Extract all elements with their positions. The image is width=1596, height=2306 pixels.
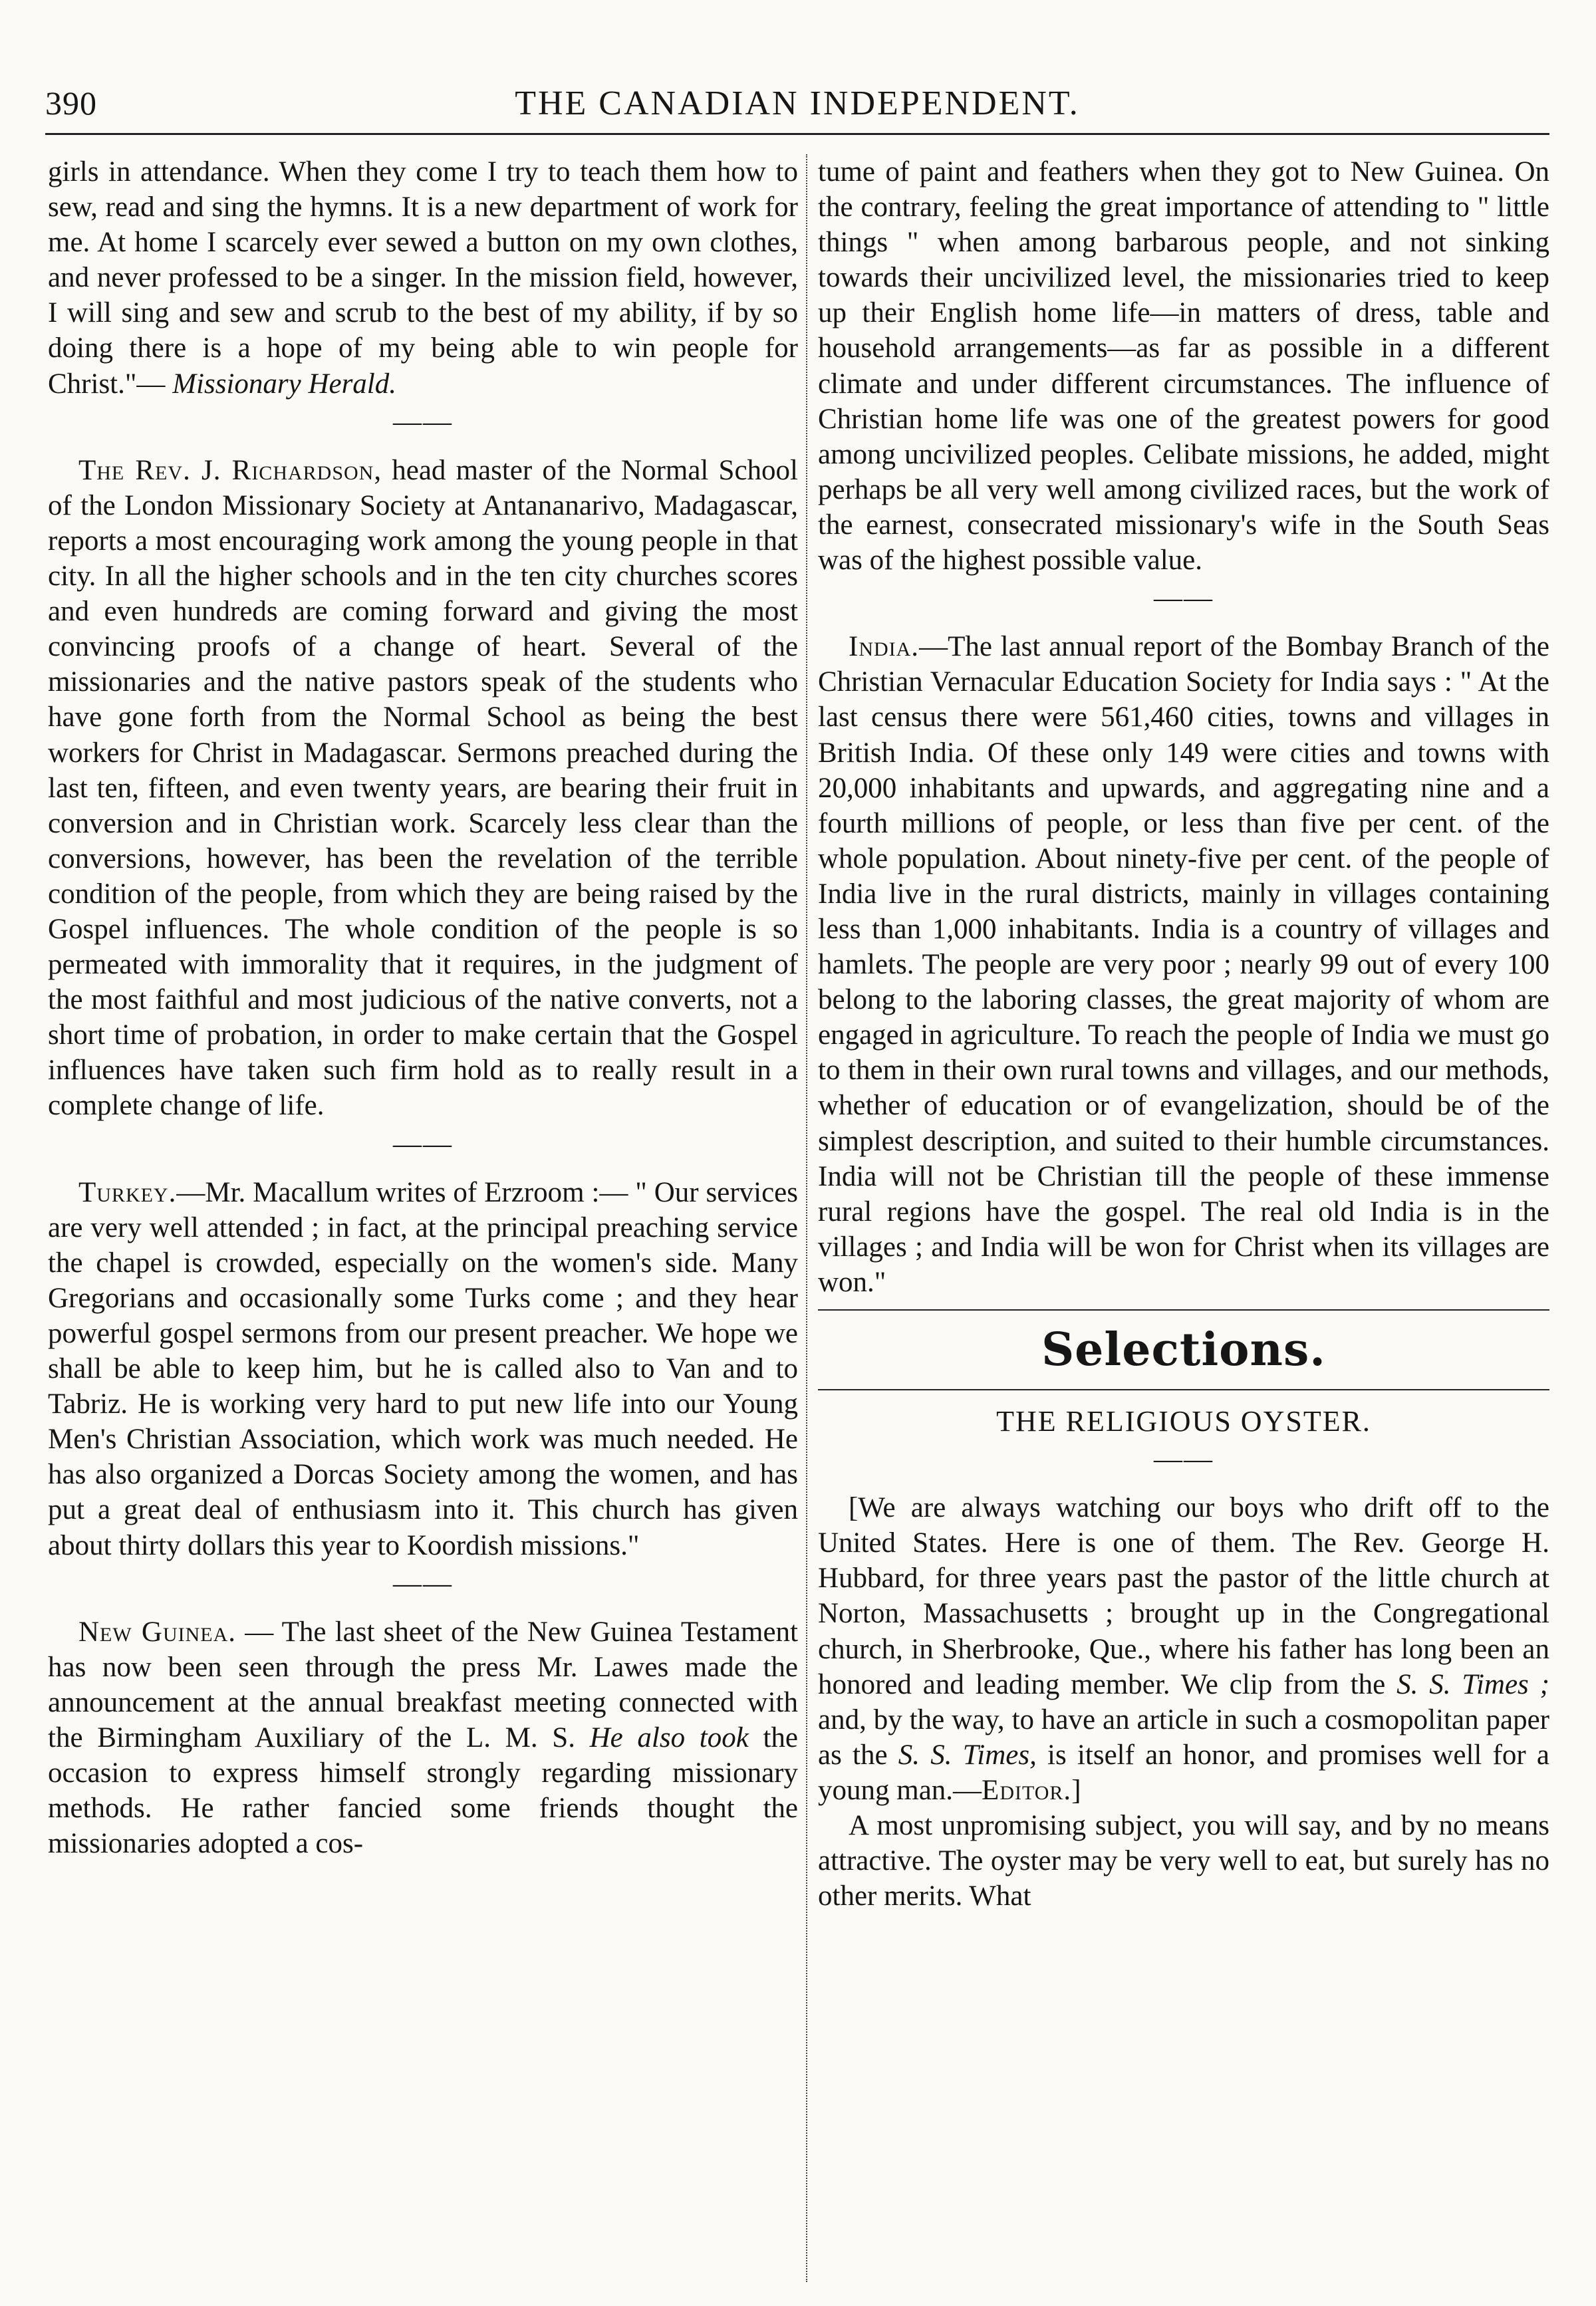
paragraph-text: is itself an honor, and promises well for a young man.— — [818, 1739, 1549, 1806]
header-rule — [45, 133, 1549, 135]
separator-rule: —— — [393, 1128, 453, 1160]
paragraph-text: —The last annual report of the Bombay Branch of the Christian Vernacular Education Society for India says : " At the last census there were 561,460 cities, towns and villages in British India. Of these only 149 were cities and towns with 20,000 inhabitants and upwards, and aggregating nine and a fourth millions of people, or less than five per cent. of the whole population. About ninety-five per cent. of the people of India live in the rural districts, mainly in villages containing less than 1,000 inhabitants. India is a country of villages and hamlets. The people are very poor ; nearly 99 out of every 100 belong to the laboring classes, the great majority of whom are engaged in agriculture. To reach the people of India we must go to them in their own rural towns and villages, and our methods, whether of education or of evangelization, should be of the simplest description, and suited to their humble circumstances. India will not be Christian till the people of these immense rural regions have the gospel. The real old India is in the villages ; and India will be won for Christ when its villages are won." — [818, 631, 1549, 1298]
italic-text: S. S. Times ; — [1396, 1668, 1549, 1700]
paragraph-lead: New Guinea. — [78, 1616, 237, 1648]
new-guinea-paragraph — [48, 1614, 798, 1862]
page-number: 390 — [45, 84, 97, 122]
right-column — [818, 154, 1549, 2289]
richardson-paragraph — [48, 453, 798, 1124]
italic-text: He also took — [589, 1722, 749, 1754]
separator-rule: —— — [1154, 582, 1214, 614]
paragraph-text: — The last sheet of the New Guinea Testament has now been seen through the press Mr. Lawes made the announcement at the annual breakfast meeting connected with the Birmingham Auxiliary of the L. M. S. — [48, 1616, 798, 1754]
paragraph-text: [We are always watching our boys who drift off to the United States. Here is one of them. The Rev. George H. Hubbard, for three years past the pastor of the little church at Norton, Massachusetts ; brought up in the Congregational church, in Sherbrooke, Que., where his father has long been an honored and leading member. We clip from the — [818, 1492, 1549, 1700]
separator-rule: —— — [393, 406, 453, 438]
turkey-paragraph — [48, 1175, 798, 1563]
article-title: THE RELIGIOUS OYSTER. — [996, 1405, 1371, 1438]
paragraph-text: ] — [1071, 1774, 1081, 1806]
oyster-paragraph: A most unpromising subject, you will say, and by no means attractive. The oyster may be very well to eat, but surely has no other merits. What — [818, 1810, 1549, 1912]
paragraph-text: and, by the way, to have an article in such a cosmopolitan paper as the — [818, 1704, 1549, 1771]
paragraph-lead: India. — [849, 631, 920, 663]
section-rule-top — [818, 1309, 1549, 1311]
left-column — [48, 154, 798, 2289]
running-title: THE CANADIAN INDEPENDENT. — [515, 84, 1080, 122]
column-divider — [806, 154, 807, 2282]
editor-note — [818, 1490, 1549, 1808]
paragraph-text: girls in attendance. When they come I try to teach them how to sew, read and sing the hymns. It is a new department of work for me. At home I scarcely ever sewed a button on my own clothes, and never professed to be a singer. In the mission field, however, I will sing and sew and scrub to the best of my ability, if by so doing there is a hope of my being able to win people for Christ."— — [48, 156, 798, 400]
separator-rule: —— — [393, 1567, 453, 1599]
india-paragraph — [818, 629, 1549, 1300]
paragraph-text: —Mr. Macallum writes of Erzroom :— " Our services are very well attended ; in fact, at the principal preaching service the chapel is crowded, especially on the women's side. Many Gregorians and occasionally some Turks come ; and they hear powerful gospel sermons from our present preacher. We hope we shall be able to keep him, but he is called also to Van and to Tabriz. He is working very hard to put new life into our Young Men's Christian Association, which work was much needed. He has also organized a Dorcas Society among the women, and has put a great deal of enthusiasm into it. This church has given about thirty dollars this year to Koordish missions." — [48, 1176, 798, 1561]
source-citation: Missionary Herald. — [172, 368, 397, 400]
new-guinea-continuation: tume of paint and feathers when they got to New Guinea. On the contrary, feeling the great importance of attending to " little things " when among barbarous people, and not sinking towards their uncivilized level, the missionaries tried to keep up their English home life—in matters of dress, table and household arrangements—as far as possible in a different climate and under different circumstances. The influence of Christian home life was one of the greatest powers for good among uncivilized peoples. Celibate missions, he added, might perhaps be all very well among civilized races, but the work of the earnest, consecrated missionary's wife in the South Seas was of the highest possible value. — [818, 156, 1549, 576]
section-title: Selections. — [1041, 1323, 1326, 1376]
missionary-herald-paragraph — [48, 154, 798, 402]
page-header — [45, 84, 1549, 134]
paragraph-lead: The Rev. J. Richardson, — [78, 454, 382, 486]
section-rule-bottom — [818, 1389, 1549, 1390]
editor-signature: Editor. — [982, 1774, 1072, 1806]
separator-rule: —— — [1154, 1444, 1214, 1475]
paragraph-lead: Turkey. — [78, 1176, 177, 1208]
italic-text: S. S. Times, — [898, 1739, 1037, 1771]
paragraph-text: the occasion to express himself strongly regarding missionary methods. He rather fancied some friends thought the missionaries adopted a cos- — [48, 1722, 798, 1860]
paragraph-text: head master of the Normal School of the London Missionary Society at Antananarivo, Madagascar, reports a most encouraging work among the young people in that city. In all the higher schools and in the ten city churches scores and even hundreds are coming forward and giving the most convincing proofs of a change of heart. Several of the missionaries and the native pastors speak of the students who have gone forth from the Normal School as being the best workers for Christ in Madagascar. Sermons preached during the last ten, fifteen, and even twenty years, are bearing their fruit in conversion and in Christian work. Scarcely less clear than the conversions, however, has been the revelation of the terrible condition of the people, from which they are being raised by the Gospel influences. The whole condition of the people is so permeated with immorality that it requires, in the judgment of the most faithful and most judicious of the native converts, not a short time of probation, in order to make certain that the Gospel influences have taken such firm hold as to really result in a complete change of life. — [48, 454, 798, 1122]
